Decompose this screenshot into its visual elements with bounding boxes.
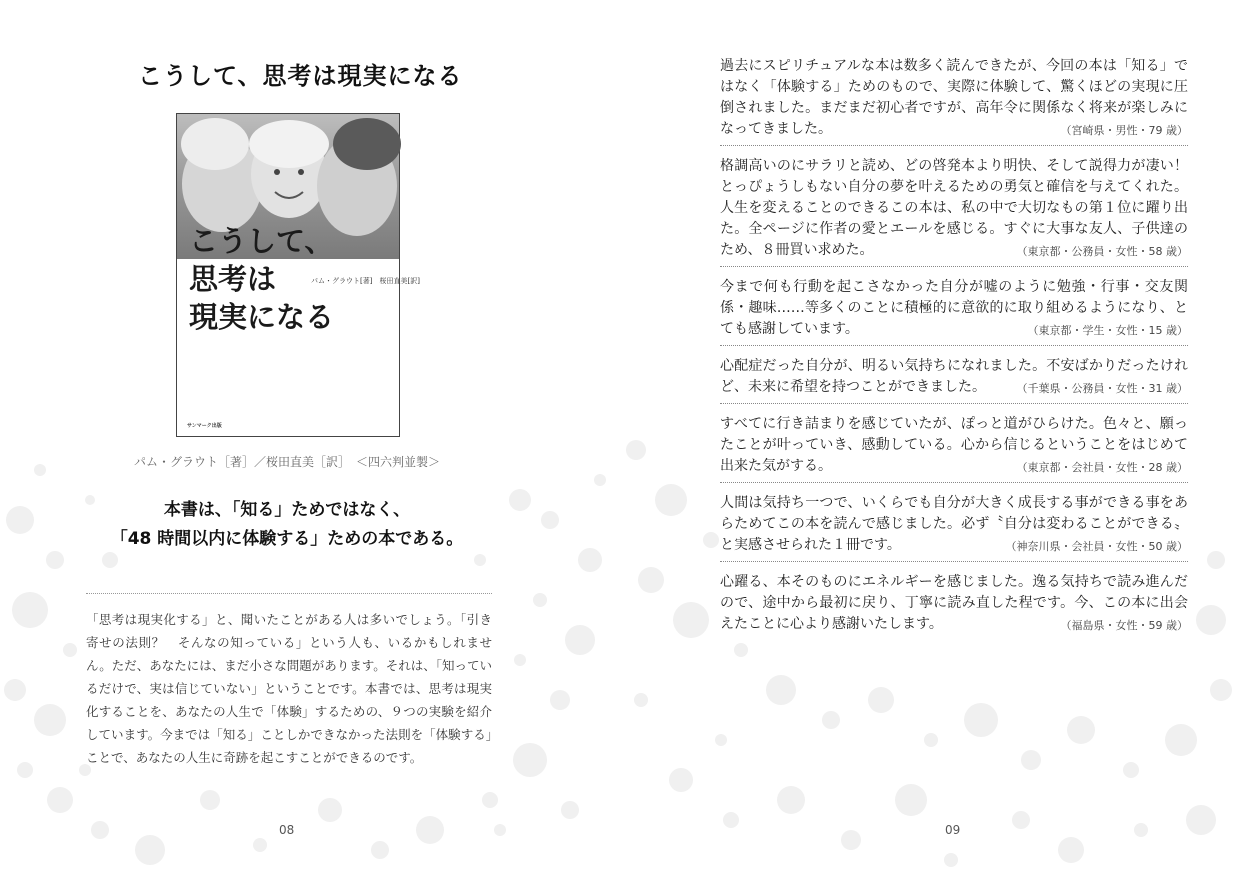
testimonial-text: 格調高いのにサラリと読め、どの啓発本より明快、そして説得力が凄い！ とっぴょうしもない自分の夢を叶えるための勇気と確信を与えてくれた。人生を変えることのできるこの本は、私の中で大切なもの第１位に躍り出た。全ページに作者の愛とエールを感じる。すぐに大事な友人、子供達のため、８冊買い求めた。 (720, 158, 1202, 258)
headline-line: 本書は、「知る」ためではなく、 (163, 500, 411, 520)
dotted-divider (86, 593, 492, 594)
cover-publisher: サンマーク出版 (187, 423, 222, 429)
testimonial-text: すべてに行き詰まりを感じていたが、ぽっと道がひらけた。色々と、願ったことが叶っていき、感動している。心から信じるということをはじめて出来た気がする。 (720, 416, 1188, 474)
testimonial-source: （福島県・女性・59 歳） (1060, 619, 1188, 632)
testimonial-source: （東京都・会社員・女性・28 歳） (1016, 461, 1188, 474)
testimonial-item (720, 489, 1188, 562)
testimonial-source: （東京都・公務員・女性・58 歳） (1016, 245, 1188, 258)
cover-title-line: こうして、 (189, 224, 334, 258)
book-caption: パム・グラウト［著］／桜田直美［訳］ ＜四六判並製＞ (133, 455, 440, 469)
testimonial-item (720, 273, 1188, 346)
testimonial-item (720, 568, 1188, 640)
testimonial-source: （千葉県・公務員・女性・31 歳） (1016, 382, 1188, 395)
testimonial-item (720, 152, 1202, 267)
testimonial-source: （神奈川県・会社員・女性・50 歳） (1005, 540, 1188, 553)
testimonial-text: 今まで何も行動を起こさなかった自分が嘘のように勉強・行事・交友関係・趣味……等多くのことに積極的に意欲的に取り組めるようになり、とても感謝しています。 (720, 279, 1188, 337)
cover-title-line: 現実になる (189, 300, 335, 334)
testimonials-list (720, 52, 1202, 646)
headline (0, 496, 574, 554)
testimonial-item (720, 352, 1188, 404)
page-number: 09 (945, 823, 961, 837)
testimonial-text: 心躍る、本そのものにエネルギーを感じました。逸る気持ちで読み進んだので、途中から最初に戻り、丁寧に読み直した程です。今、この本に出会えたことに心より感謝いたします。 (720, 574, 1188, 632)
testimonial-text: 心配症だった自分が、明るい気持ちになれました。不安ばかりだったけれど、未来に希望を持つことができました。 (720, 358, 1188, 395)
testimonial-text: 過去にスピリチュアルな本は数多く読んできたが、今回の本は「知る」ではなく「体験する」ためのもので、実際に体験して、驚くほどの実現に圧倒されました。まだまだ初心者ですが、高年令に関係なく将来が楽しみになってきました。 (720, 58, 1188, 137)
book-title: こうして、思考は現実になる (138, 62, 463, 90)
testimonial-item (720, 410, 1188, 483)
cover-author: パム・グラウト[著] 桜田直美[訳] (311, 277, 420, 285)
right-page (621, 0, 1241, 873)
headline-line: 「48 時間以内に体験する」ための本である。 (110, 529, 464, 549)
testimonial-source: （東京都・学生・女性・15 歳） (1027, 324, 1188, 337)
book-cover-image (176, 113, 420, 437)
cover-title-line: 思考は (189, 262, 277, 296)
left-page (0, 0, 620, 873)
testimonial-text: 人間は気持ち一つで、いくらでも自分が大きく成長する事ができる事をあらためてこの本を読んで感じました。必ず〝自分は変わることができる〟と実感させられた１冊です。 (720, 495, 1188, 553)
book-description: 「思考は現実化する」と、聞いたことがある人は多いでしょう。「引き寄せの法則？ そんなの知っている」という人も、いるかもしれません。ただ、あなたには、まだ小さな問題があります。それは、「知っているだけで、実は信じていない」ということです。本書では、思考は現実化することを、あなたの人生で「体験」するための、９つの実験を紹介しています。今までは「知る」ことしかできなかった法則を「体験する」ことで、あなたの人生に奇跡を起こすことができるのです。 (86, 612, 493, 765)
testimonial-source: （宮崎県・男性・79 歳） (1060, 124, 1188, 137)
page-number: 08 (279, 823, 295, 837)
testimonial-item (720, 52, 1188, 146)
